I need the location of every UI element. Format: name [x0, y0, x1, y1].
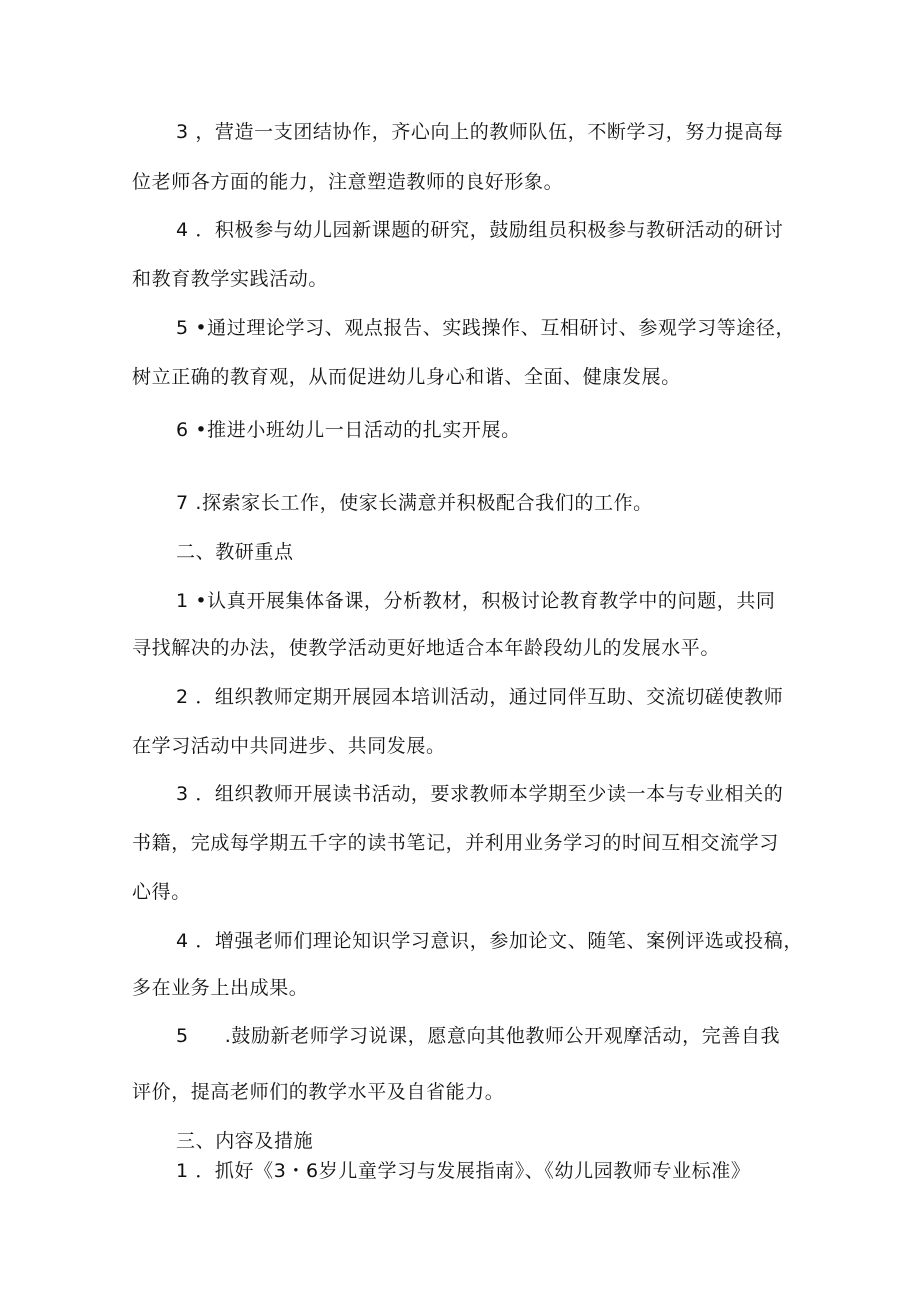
paragraph-6-line-1: 6 •推进小班幼儿一日活动的扎实开展。 — [176, 419, 521, 441]
key-point-5-text: .鼓励新老师学习说课，愿意向其他教师公开观摩活动，完善自我 — [224, 1025, 781, 1047]
section-heading-3: 三、内容及措施 — [176, 1130, 314, 1152]
paragraph-3-line-1: 3 ，营造一支团结协作，齐心向上的教师队伍，不断学习，努力提高每 — [176, 121, 784, 143]
key-point-4-line-1: 4 ．增强老师们理论知识学习意识，参加论文、随笔、案例评选或投稿， — [176, 930, 803, 952]
key-point-3-line-3: 心得。 — [132, 881, 191, 903]
paragraph-7-line-1: 7 .探索家长工作，使家长满意并积极配合我们的工作。 — [176, 492, 653, 514]
key-point-1-line-2: 寻找解决的办法，使教学活动更好地适合本年龄段幼儿的发展水平。 — [132, 637, 721, 659]
paragraph-4-line-2: 和教育教学实践活动。 — [132, 268, 329, 290]
measure-1-line-1: 1 ．抓好《3・6岁儿童学习与发展指南》、《幼儿园教师专业标准》 — [176, 1160, 751, 1182]
key-point-3-line-1: 3 ．组织教师开展读书活动，要求教师本学期至少读一本与专业相关的 — [176, 783, 784, 805]
key-point-3-line-2: 书籍，完成每学期五千字的读书笔记，并利用业务学习的时间互相交流学习 — [132, 832, 779, 854]
key-point-4-line-2: 多在业务上出成果。 — [132, 977, 309, 999]
section-heading-2: 二、教研重点 — [176, 541, 294, 563]
key-point-5-line-1 — [176, 1024, 780, 1048]
paragraph-3-line-2: 位老师各方面的能力，注意塑造教师的良好形象。 — [132, 171, 564, 193]
paragraph-4-line-1: 4 ．积极参与幼儿园新课题的研究，鼓励组员积极参与教研活动的研讨 — [176, 219, 784, 241]
key-point-1-line-1: 1 •认真开展集体备课，分析教材，积极讨论教育教学中的问题，共同 — [176, 590, 776, 612]
key-point-5-line-2: 评价，提高老师们的教学水平及自省能力。 — [132, 1081, 505, 1103]
key-point-2-line-1: 2 ．组织教师定期开展园本培训活动，通过同伴互助、交流切磋使教师 — [176, 686, 784, 708]
key-point-5-number: 5 — [176, 1025, 189, 1047]
paragraph-5-line-1: 5 •通过理论学习、观点报告、实践操作、互相研讨、参观学习等途径， — [176, 317, 796, 339]
paragraph-5-line-2: 树立正确的教育观，从而促进幼儿身心和谐、全面、健康发展。 — [132, 366, 681, 388]
key-point-2-line-2: 在学习活动中共同进步、共同发展。 — [132, 735, 446, 757]
